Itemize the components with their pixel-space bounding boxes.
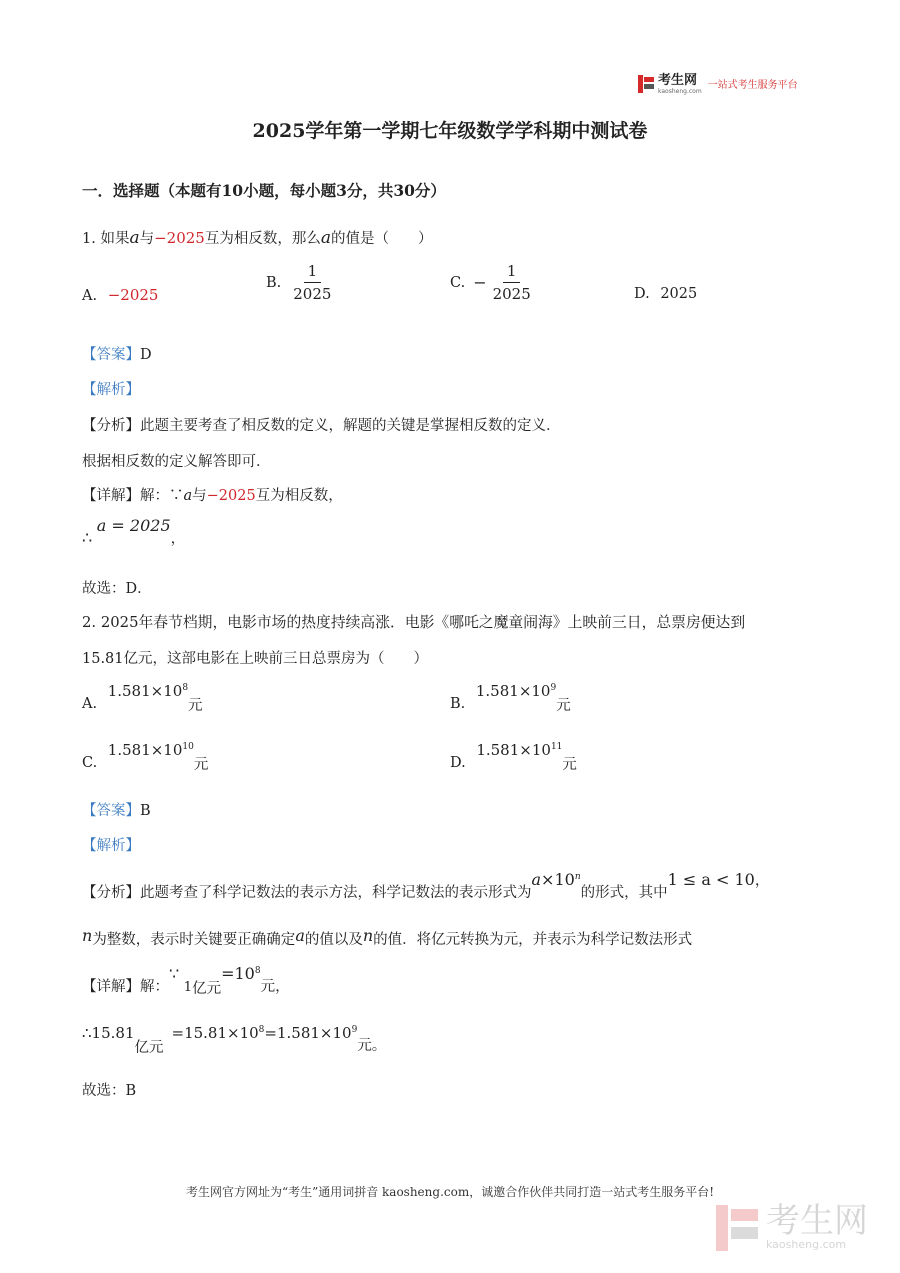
q1-option-a bbox=[82, 286, 158, 304]
option-value: 1.581×10 bbox=[107, 741, 183, 759]
unit: 元 bbox=[188, 698, 203, 714]
header-logo[interactable] bbox=[638, 72, 798, 95]
logo-text bbox=[658, 72, 702, 95]
fenxi-text: 为整数，表示时关键要正确确定 bbox=[92, 932, 296, 948]
q1-stem-text: 互为相反数，那么 bbox=[204, 231, 321, 247]
q1-stem bbox=[82, 227, 432, 248]
detail-tag: 【详解】 bbox=[82, 979, 140, 995]
q1-option-c bbox=[450, 262, 535, 303]
option-value: 1.581×10 bbox=[475, 682, 551, 700]
equation: =1.581×10 bbox=[264, 1024, 352, 1042]
q2-fenxi-2 bbox=[82, 925, 692, 946]
exponent: 9 bbox=[351, 1025, 358, 1036]
watermark-name: 考生网 bbox=[766, 1201, 868, 1241]
option-label: C. bbox=[82, 755, 98, 771]
option-label: A. bbox=[82, 696, 98, 712]
q1-result bbox=[82, 515, 186, 547]
unit: 元 bbox=[562, 757, 577, 773]
detail-tag: 【详解】 bbox=[82, 488, 140, 504]
fenxi-tag: 【分析】 bbox=[82, 418, 140, 434]
logo-slogan: 一站式考生服务平台 bbox=[707, 80, 798, 91]
var-n: n bbox=[362, 926, 374, 945]
option-label: D. bbox=[450, 755, 466, 771]
fraction-denominator: 2025 bbox=[492, 285, 531, 303]
detail-text: 解： bbox=[140, 979, 169, 995]
fraction bbox=[289, 262, 335, 303]
q1-result-equation: a = 2025 bbox=[96, 516, 171, 535]
watermark-logo bbox=[716, 1201, 868, 1251]
q1-answer bbox=[82, 343, 152, 364]
option-label: D. bbox=[634, 286, 650, 302]
answer-tag: 【答案】 bbox=[82, 347, 140, 363]
option-value: −2025 bbox=[107, 286, 159, 304]
q2-answer bbox=[82, 799, 151, 820]
answer-tag: 【答案】 bbox=[82, 803, 140, 819]
q2-fenxi bbox=[82, 869, 770, 901]
q1-stem-text: 1. 如果 bbox=[82, 231, 130, 247]
unit: 亿元 bbox=[134, 1040, 164, 1056]
exponent: 8 bbox=[254, 966, 261, 977]
section-heading: 一．选择题（本题有10小题，每小题3分，共30分） bbox=[82, 181, 446, 200]
option-label: A. bbox=[82, 288, 98, 304]
var-n: n bbox=[82, 926, 93, 945]
because-symbol: ∵ bbox=[169, 964, 180, 983]
q1-fenxi bbox=[82, 414, 561, 435]
detail-text: 解：∵ bbox=[140, 488, 184, 504]
equation: ∴15.81 bbox=[82, 1024, 135, 1042]
exponent: 9 bbox=[550, 683, 557, 694]
option-value: 1.581×10 bbox=[107, 682, 183, 700]
exponent: 10 bbox=[182, 742, 194, 753]
q2-stem-line1: 2. 2025年春节档期，电影市场的热度持续高涨．电影《哪吒之魔童闹海》上映前三日，总票房便达到 bbox=[82, 614, 746, 631]
q1-var-a: a bbox=[129, 228, 140, 248]
logo-name: 考生网 bbox=[658, 73, 698, 88]
range-inequality: 1 ≤ a < 10 bbox=[667, 870, 755, 889]
fenxi-tag: 【分析】 bbox=[82, 885, 140, 901]
var-a: a bbox=[531, 870, 542, 889]
exponent: 11 bbox=[550, 742, 563, 753]
q2-analysis-tag: 【解析】 bbox=[82, 838, 140, 854]
var-a: a bbox=[295, 926, 305, 945]
q2-option-d bbox=[450, 739, 577, 773]
comma: ， bbox=[170, 531, 186, 547]
number-one: 1 bbox=[183, 980, 193, 995]
minus-sign: − bbox=[473, 273, 487, 292]
fraction-denominator: 2025 bbox=[293, 285, 332, 303]
kaosheng-logo-icon bbox=[638, 75, 654, 93]
unit: 元。 bbox=[357, 1038, 387, 1054]
fraction bbox=[489, 262, 535, 303]
answer-value: B bbox=[140, 803, 151, 819]
option-label: B. bbox=[266, 274, 282, 291]
logo-url: kaosheng.com bbox=[658, 88, 702, 95]
q1-number: −2025 bbox=[206, 488, 256, 504]
unit: 元， bbox=[260, 979, 290, 995]
kaosheng-watermark-icon bbox=[716, 1205, 758, 1251]
footer-note: 考生网官方网址为“考生”通用词拼音 kaosheng.com，诚邀合作伙伴共同打造一站式考生服务平台! bbox=[185, 1185, 715, 1199]
option-label: B. bbox=[450, 696, 466, 712]
equation: =10 bbox=[221, 964, 255, 983]
option-value: 2025 bbox=[660, 286, 698, 302]
page-title: 2025学年第一学期七年级数学学科期中测试卷 bbox=[252, 120, 648, 142]
exponent: 8 bbox=[258, 1025, 265, 1036]
sci-notation: ×10 bbox=[541, 870, 575, 889]
q1-stem-text: 与 bbox=[139, 231, 155, 247]
fenxi-text: 的值以及 bbox=[304, 932, 363, 948]
q2-option-b bbox=[450, 680, 571, 714]
unit: 元 bbox=[193, 757, 209, 773]
unit: 亿元 bbox=[192, 981, 222, 997]
q2-option-c bbox=[82, 739, 209, 773]
watermark-url: kaosheng.com bbox=[766, 1238, 847, 1251]
watermark-text bbox=[766, 1201, 868, 1251]
fraction-numerator: 1 bbox=[503, 262, 521, 283]
answer-value: D bbox=[140, 347, 152, 363]
fenxi-text: 的形式，其中 bbox=[580, 885, 668, 901]
q1-var-a: a bbox=[183, 488, 193, 504]
q1-number: −2025 bbox=[154, 229, 205, 247]
q2-option-a bbox=[82, 680, 203, 714]
q2-conclusion: 故选：B bbox=[82, 1083, 137, 1099]
unit: 元 bbox=[556, 698, 571, 714]
equation: =15.81×10 bbox=[171, 1024, 259, 1042]
fenxi-text: 此题考查了科学记数法的表示方法，科学记数法的表示形式为 bbox=[140, 885, 532, 901]
option-label: C. bbox=[450, 274, 466, 291]
therefore-symbol: ∴ bbox=[82, 528, 93, 547]
q1-var-a: a bbox=[320, 228, 331, 248]
q2-stem-line2: 15.81亿元，这部电影在上映前三日总票房为（ ） bbox=[82, 651, 429, 667]
q2-detail bbox=[82, 963, 290, 997]
option-value: 1.581×10 bbox=[476, 741, 551, 759]
exponent: 8 bbox=[182, 683, 189, 694]
fraction-numerator: 1 bbox=[304, 262, 322, 283]
q1-stem-text: 的值是（ ） bbox=[330, 231, 433, 247]
q1-option-b bbox=[266, 262, 335, 303]
detail-text: 与 bbox=[192, 488, 207, 504]
comma: ， bbox=[754, 873, 770, 889]
q1-analysis-tag: 【解析】 bbox=[82, 382, 140, 398]
q1-option-d bbox=[634, 286, 697, 302]
detail-text: 互为相反数， bbox=[255, 488, 343, 504]
q1-conclusion: 故选：D． bbox=[82, 581, 152, 597]
q2-result bbox=[82, 1022, 387, 1056]
fenxi-text: 此题主要考查了相反数的定义，解题的关键是掌握相反数的定义． bbox=[140, 418, 561, 434]
q1-detail bbox=[82, 484, 343, 505]
q1-fenxi-2: 根据相反数的定义解答即可． bbox=[82, 454, 271, 470]
exponent: n bbox=[574, 872, 581, 883]
fenxi-text: 的值．将亿元转换为元，并表示为科学记数法形式 bbox=[373, 932, 693, 948]
